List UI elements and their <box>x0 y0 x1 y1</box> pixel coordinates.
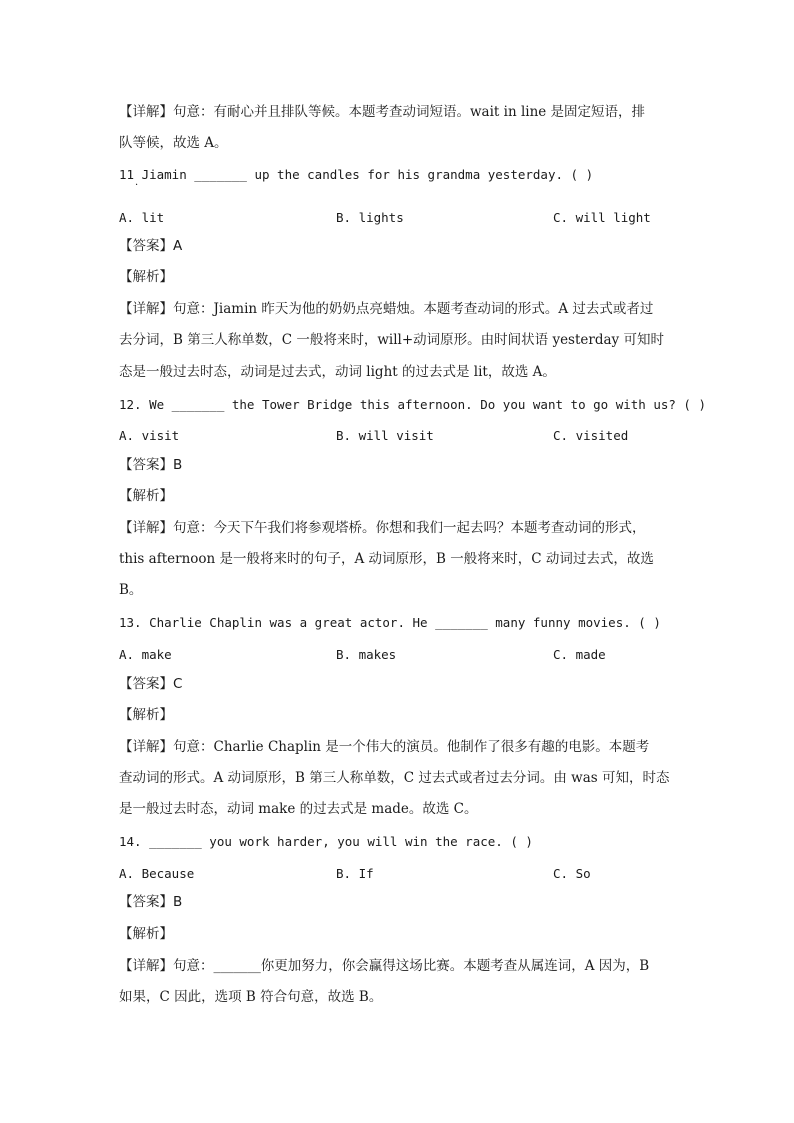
q12-analysis-heading: 【解析】 <box>119 488 173 504</box>
q14-option-a: A. Because <box>119 866 195 881</box>
q14-analysis-heading: 【解析】 <box>119 926 173 942</box>
q11-option-b: B. lights <box>336 210 404 225</box>
q12-option-b: B. will visit <box>336 428 434 443</box>
stray-dot-mark: · <box>135 180 139 191</box>
q12-detail-line-2: this afternoon 是一般将来时的句子，A 动词原形，B 一般将来时，C 动词过去式，故选 <box>119 551 654 567</box>
q13-detail-line-3: 是一般过去时态，动词 make 的过去式是 made。故选 C。 <box>119 801 478 817</box>
q11-option-a: A. lit <box>119 210 165 225</box>
q14-question: 14. _______ you work harder, you will win the race. ( ) <box>119 834 533 849</box>
q14-option-b: B. If <box>336 866 374 881</box>
q13-option-a: A. make <box>119 647 172 662</box>
q13-option-c: C. made <box>553 647 606 662</box>
q14-answer: 【答案】B <box>119 894 183 910</box>
q10-detail-line-1: 【详解】句意：有耐心并且排队等候。本题考查动词短语。wait in line 是固定短语，排 <box>119 104 646 120</box>
q13-option-b: B. makes <box>336 647 397 662</box>
q12-question: 12. We _______ the Tower Bridge this afternoon. Do you want to go with us? ( ) <box>119 397 706 412</box>
q13-answer: 【答案】C <box>119 676 183 692</box>
q13-question: 13. Charlie Chaplin was a great actor. He _______ many funny movies. ( ) <box>119 615 661 630</box>
q11-option-c: C. will light <box>553 210 651 225</box>
q10-detail-line-2: 队等候，故选 A。 <box>119 135 228 151</box>
q11-detail-line-3: 态是一般过去时态，动词是过去式，动词 light 的过去式是 lit，故选 A。 <box>119 364 556 380</box>
q11-detail-line-1: 【详解】句意：Jiamin 昨天为他的奶奶点亮蜡烛。本题考查动词的形式。A 过去式或者过 <box>119 301 654 317</box>
q12-answer: 【答案】B <box>119 457 183 473</box>
q13-detail-line-2: 查动词的形式。A 动词原形，B 第三人称单数，C 过去式或者过去分词。由 was 可知，时态 <box>119 770 670 786</box>
q11-detail-line-2: 去分词，B 第三人称单数，C 一般将来时，will+动词原形。由时间状语 yesterday 可知时 <box>119 332 664 348</box>
q12-detail-line-1: 【详解】句意：今天下午我们将参观塔桥。你想和我们一起去吗？本题考查动词的形式， <box>119 520 646 536</box>
q11-analysis-heading: 【解析】 <box>119 269 173 285</box>
q12-option-a: A. visit <box>119 428 180 443</box>
q12-detail-line-3: B。 <box>119 582 143 598</box>
q11-answer: 【答案】A <box>119 238 183 254</box>
q14-option-c: C. So <box>553 866 591 881</box>
q11-question: 11 Jiamin _______ up the candles for his grandma yesterday. ( ) <box>119 167 594 182</box>
q12-option-c: C. visited <box>553 428 629 443</box>
q14-detail-line-2: 如果，C 因此，选项 B 符合句意，故选 B。 <box>119 989 383 1005</box>
q13-detail-line-1: 【详解】句意：Charlie Chaplin 是一个伟大的演员。他制作了很多有趣的电影。本题考 <box>119 739 650 755</box>
q13-analysis-heading: 【解析】 <box>119 707 173 723</box>
q14-detail-line-1: 【详解】句意：_______你更加努力，你会赢得这场比赛。本题考查从属连词，A 因为，B <box>119 958 650 974</box>
